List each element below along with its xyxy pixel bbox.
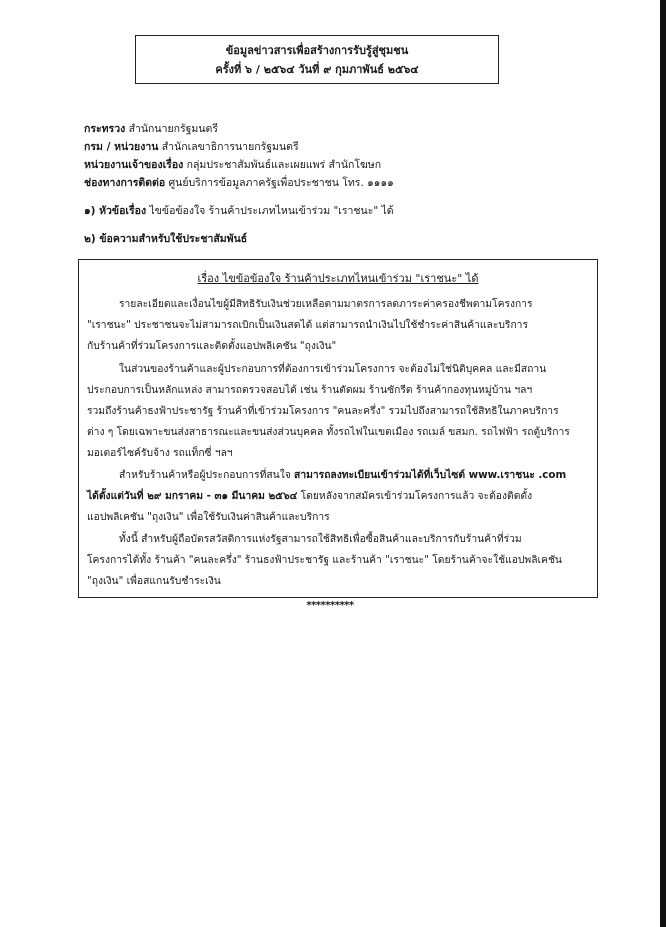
topic-row (84, 204, 394, 218)
registration-intro: สำหรับร้านค้าหรือผู้ประกอบการที่สนใจ (119, 469, 295, 481)
registration-website: สามารถลงทะเบียนเข้าร่วมได้ที่เว็บไซต์ www.เราชนะ .com (294, 469, 567, 481)
department-label: กรม / หน่วยงาน (84, 141, 159, 153)
paragraph-line: "เราชนะ" ประชาชนจะไม่สามารถเบิกเป็นเงินสดได้ แต่สามารถนำเงินไปใช้ชำระค่าสินค้าและบริการ (87, 319, 528, 331)
announcement-title: เรื่อง ไขข้อข้องใจ ร้านค้าประเภทไหนเข้าร่วม "เราชนะ" ได้ (197, 272, 479, 285)
ministry-label: กระทรวง (84, 123, 126, 135)
owner-row (84, 158, 381, 172)
paragraph-line (119, 468, 566, 482)
registration-dates: ได้ตั้งแต่วันที่ ๒๙ มกราคม - ๓๑ มีนาคม ๒๕๖๔ (87, 490, 298, 502)
dark-edge (660, 0, 666, 927)
paragraph-line (87, 489, 532, 503)
department-row (84, 140, 299, 154)
paragraph-line: ในส่วนของร้านค้าและผู้ประกอบการที่ต้องการเข้าร่วมโครงการ จะต้องไม่ใช่นิติบุคคล และมีสถาน (119, 363, 547, 375)
department-value: สำนักเลขาธิการนายกรัฐมนตรี (161, 141, 299, 153)
document-title: ข้อมูลข่าวสารเพื่อสร้างการรับรู้สู่ชุมชน (225, 44, 409, 57)
contact-row (84, 176, 394, 190)
owner-label: หน่วยงานเจ้าของเรื่อง (84, 159, 184, 171)
header-box (135, 35, 499, 84)
paragraph-line: รายละเอียดและเงื่อนไขผู้มีสิทธิรับเงินช่วยเหลือตามมาตรการลดภาระค่าครองชีพตามโครงการ (119, 298, 533, 310)
registration-note: โดยหลังจากสมัครเข้าร่วมโครงการแล้ว จะต้องติดตั้ง (297, 490, 533, 502)
paragraph-line: โครงการได้ทั้ง ร้านค้า "คนละครึ่ง" ร้านธงฟ้าประชารัฐ และร้านค้า "เราชนะ" โดยร้านค้าจะใช้แอปพลิเคชัน (87, 554, 562, 566)
topic-value: ไขข้อข้องใจ ร้านค้าประเภทไหนเข้าร่วม "เราชนะ" ได้ (149, 205, 394, 217)
paragraph-line: ประกอบการเป็นหลักแหล่ง สามารถตรวจสอบได้ เช่น ร้านตัดผม ร้านซักรีด ร้านค้ากองทุนหมู่บ้าน ฯลฯ (87, 384, 533, 396)
section2-label: ๒) ข้อความสำหรับใช้ประชาสัมพันธ์ (84, 233, 248, 245)
announcement-box (78, 259, 598, 598)
topic-label: ๑) หัวข้อเรื่อง (84, 205, 147, 217)
paragraph-line: กับร้านค้าที่ร่วมโครงการและติดตั้งแอปพลิเคชัน "ถุงเงิน" (87, 340, 337, 352)
paragraph-line: มอเตอร์ไซค์รับจ้าง รถแท็กซี่ ฯลฯ (87, 447, 233, 459)
section2-row (84, 232, 247, 246)
owner-value: กลุ่มประชาสัมพันธ์และเผยแพร่ สำนักโฆษก (186, 159, 382, 171)
paragraph-line: แอปพลิเคชัน "ถุงเงิน" เพื่อใช้รับเงินค่าสินค้าและบริการ (87, 511, 330, 523)
contact-value: ศูนย์บริการข้อมูลภาครัฐเพื่อประชาชน โทร. ๑๑๑๑ (168, 177, 394, 189)
paragraph-line: ต่าง ๆ โดยเฉพาะขนส่งสาธารณะและขนส่งส่วนบุคคล ทั้งรถไฟในเขตเมือง รถเมล์ ขสมก. รถไฟฟ้า รถตู้บริการ (87, 426, 570, 438)
contact-label: ช่องทางการติดต่อ (84, 177, 166, 189)
paragraph-line: ทั้งนี้ สำหรับผู้ถือบัตรสวัสดิการแห่งรัฐสามารถใช้สิทธิเพื่อซื้อสินค้าและบริการกับร้านค้าที่ร่วม (119, 533, 522, 545)
paragraph-line: "ถุงเงิน" เพื่อสแกนรับชำระเงิน (87, 575, 221, 587)
end-marker: ********** (306, 600, 354, 611)
paragraph-line: รวมถึงร้านค้าธงฟ้าประชารัฐ ร้านค้าที่เข้าร่วมโครงการ "คนละครึ่ง" รวมไปถึงสามารถใช้สิทธิในภาคบริการ (87, 405, 559, 417)
ministry-row (84, 122, 218, 136)
ministry-value: สำนักนายกรัฐมนตรี (128, 123, 218, 135)
document-subtitle: ครั้งที่ ๖ / ๒๕๖๔ วันที่ ๙ กุมภาพันธ์ ๒๕๖๔ (215, 63, 419, 76)
